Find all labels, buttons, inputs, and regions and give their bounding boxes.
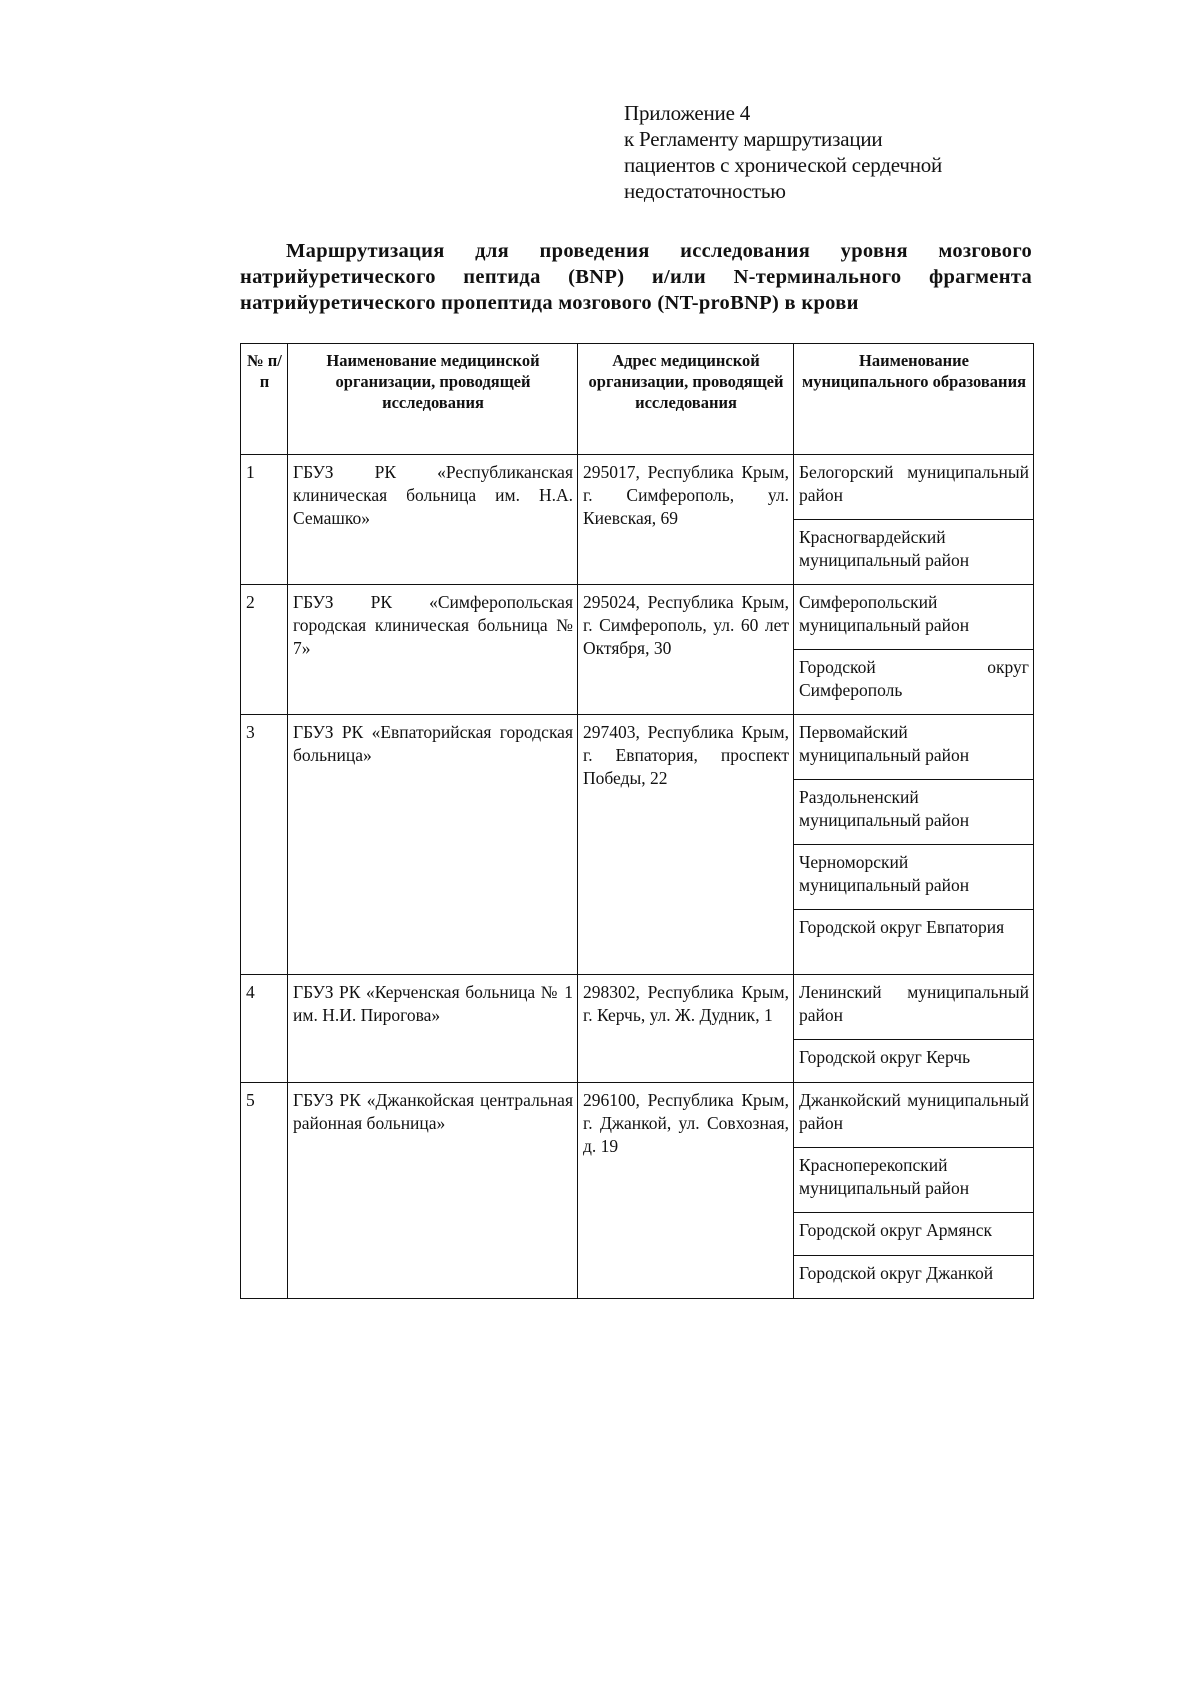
- header-number: № п/п: [241, 344, 288, 455]
- appendix-line: недостаточностью: [624, 179, 786, 203]
- document-title: Маршрутизация для проведения исследования уровня мозгового натрийуретического пептида (BNP) и/или N-терминального фрагмента натрийуретического пропептида мозгового (NT-proBNP) в крови: [240, 240, 1032, 314]
- organization-cell: ГБУЗ РК «Евпаторийская городская больница»: [288, 715, 578, 975]
- row-number: 1: [241, 455, 288, 585]
- table-row: [241, 1083, 1034, 1148]
- address-cell: 298302, Республика Крым, г. Керчь, ул. Ж. Дудник, 1: [578, 975, 794, 1083]
- row-number: 3: [241, 715, 288, 975]
- row-number: 4: [241, 975, 288, 1083]
- address-cell: 297403, Республика Крым, г. Евпатория, проспект Победы, 22: [578, 715, 794, 975]
- appendix-line: пациентов с хронической сердечной: [624, 153, 943, 177]
- municipality-cell: Черноморский муниципальный район: [794, 845, 1034, 910]
- table-row: [241, 975, 1034, 1040]
- municipality-cell: Красногвардейский муниципальный район: [794, 520, 1034, 585]
- municipality-cell: Городской округ Евпатория: [794, 910, 1034, 975]
- municipality-cell: Первомайский муниципальный район: [794, 715, 1034, 780]
- appendix-header: [624, 100, 1044, 204]
- appendix-line: Приложение 4: [624, 101, 751, 125]
- table-row: [241, 715, 1034, 780]
- row-number: 5: [241, 1083, 288, 1299]
- organization-cell: ГБУЗ РК «Симферопольская городская клиническая больница № 7»: [288, 585, 578, 715]
- table-header-row: [241, 344, 1034, 455]
- address-cell: 295017, Республика Крым, г. Симферополь, ул. Киевская, 69: [578, 455, 794, 585]
- header-municipality: Наименование муниципального образования: [794, 344, 1034, 455]
- municipality-cell: Раздольненский муниципальный район: [794, 780, 1034, 845]
- municipality-cell: Городской округ Керчь: [794, 1040, 1034, 1083]
- municipality-cell: Белогорский муниципальный район: [794, 455, 1034, 520]
- header-address: Адрес медицинской организации, проводящей исследования: [578, 344, 794, 455]
- address-cell: 296100, Республика Крым, г. Джанкой, ул. Совхозная, д. 19: [578, 1083, 794, 1299]
- municipality-cell: Симферопольский муниципальный район: [794, 585, 1034, 650]
- municipality-cell: Городской округ Армянск: [794, 1213, 1034, 1256]
- municipality-cell: Городской округ Джанкой: [794, 1256, 1034, 1299]
- header-organization: Наименование медицинской организации, проводящей исследования: [288, 344, 578, 455]
- organization-cell: ГБУЗ РК «Керченская больница № 1 им. Н.И. Пирогова»: [288, 975, 578, 1083]
- municipality-cell: Красноперекопский муниципальный район: [794, 1148, 1034, 1213]
- row-number: 2: [241, 585, 288, 715]
- municipality-cell: Ленинский муниципальный район: [794, 975, 1034, 1040]
- municipality-cell: Городской округ Симферополь: [794, 650, 1034, 715]
- address-cell: 295024, Республика Крым, г. Симферополь, ул. 60 лет Октября, 30: [578, 585, 794, 715]
- appendix-line: к Регламенту маршрутизации: [624, 127, 883, 151]
- organization-cell: ГБУЗ РК «Джанкойская центральная районная больница»: [288, 1083, 578, 1299]
- organization-cell: ГБУЗ РК «Республиканская клиническая больница им. Н.А. Семашко»: [288, 455, 578, 585]
- table-row: [241, 455, 1034, 520]
- municipality-cell: Джанкойский муниципальный район: [794, 1083, 1034, 1148]
- table-row: [241, 585, 1034, 650]
- routing-table: [240, 343, 1034, 1299]
